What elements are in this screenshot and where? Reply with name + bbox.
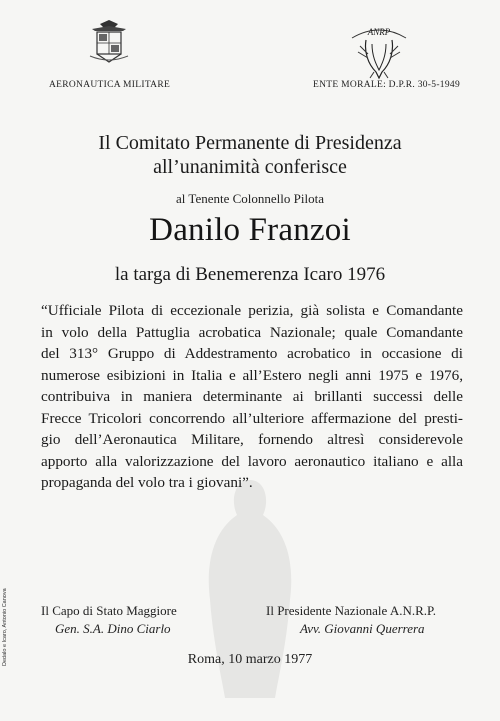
citation-line: numerose esibizioni in Italia e all’Estero negli anni 1975 e 1976,	[41, 366, 463, 384]
citation-line: gio dell’Aeronautica Militare, fornendo altresì considerevole	[41, 431, 463, 448]
signature-left-role: Il Capo di Stato Maggiore	[41, 603, 177, 618]
citation-text	[41, 300, 463, 494]
aeronautica-militare-emblem	[88, 20, 130, 64]
citation-line: propaganda del volo tra i giovani”.	[41, 474, 253, 491]
signature-right-name: Avv. Giovanni Querrera	[300, 621, 425, 636]
citation-line: Frecce Tricolori concorrendo all’ulteriore affermazione del presti-	[41, 409, 463, 427]
signature-left-name: Gen. S.A. Dino Ciarlo	[55, 621, 171, 636]
recipient-title: al Tenente Colonnello Pilota	[176, 191, 324, 206]
image-credit: Dedalo e Icaro, Antonio Canova	[2, 588, 8, 666]
recipient-name: Danilo Franzoi	[149, 212, 351, 248]
signature-left	[41, 602, 177, 638]
signature-right-role: Il Presidente Nazionale A.N.R.P.	[266, 603, 437, 618]
org-left-label: AERONAUTICA MILITARE	[49, 80, 171, 90]
heading-line-2: all’unanimità conferisce	[153, 156, 347, 178]
anrp-emblem	[346, 22, 412, 80]
anrp-emblem-text: ANRP	[367, 27, 391, 37]
citation-line: in volo della Pattuglia acrobatica Nazionale; quale Comandante	[41, 323, 463, 341]
citation-line: apporto alla valorizzazione del lavoro aeronautico italiano e alla	[41, 452, 463, 470]
citation-line: contribuiva in maniera determinante ai brillanti successi delle	[41, 388, 463, 405]
place-date: Roma, 10 marzo 1977	[187, 652, 313, 667]
award-line: la targa di Benemerenza Icaro 1976	[114, 264, 386, 285]
signature-right	[266, 602, 436, 638]
heading-line-1: Il Comitato Permanente di Presidenza	[98, 132, 402, 154]
org-right-label: ENTE MORALE: D.P.R. 30-5-1949	[313, 80, 460, 90]
citation-line: “Ufficiale Pilota di eccezionale perizia, già solista e Comandante	[41, 302, 463, 319]
citation-line: del 313° Gruppo di Addestramento acrobatico in occasione di	[41, 345, 463, 362]
